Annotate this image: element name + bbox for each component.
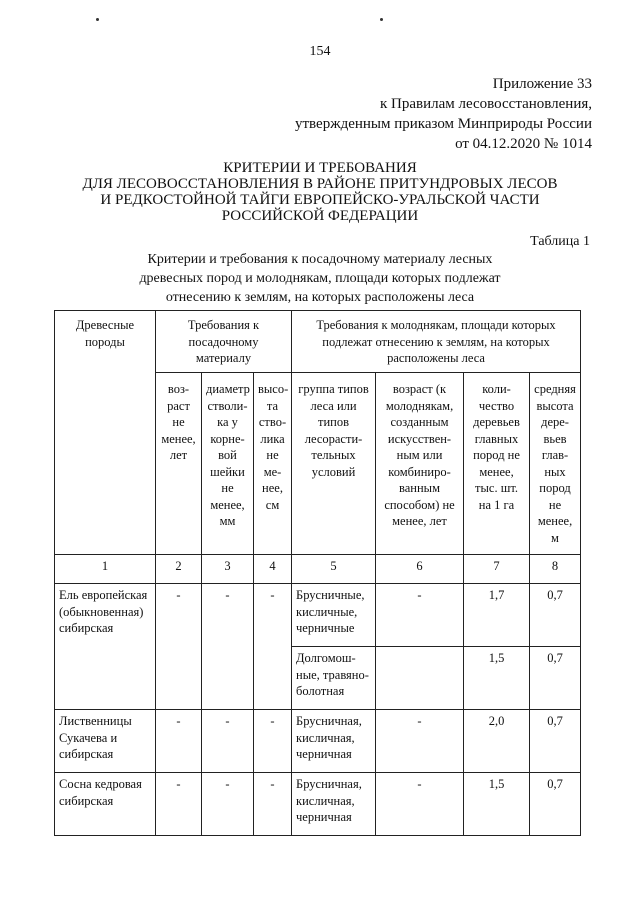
- column-number: 5: [292, 555, 376, 584]
- young-age-cell: -: [376, 710, 464, 773]
- tree-count-cell: 1,5: [464, 773, 530, 836]
- scan-speck: [96, 18, 99, 21]
- page-number: 154: [309, 44, 331, 59]
- height-cell: -: [254, 710, 292, 773]
- subheader-mean-height: средняя высота дере-вьев глав-ных пород не менее, м: [530, 373, 581, 555]
- species-cell: Ель европейская (обыкновенная) сибирская: [55, 584, 156, 710]
- column-number: 1: [55, 555, 156, 584]
- column-number: 4: [254, 555, 292, 584]
- forest-type-cell: Брусничные, кисличные, черничные: [292, 584, 376, 647]
- column-number: 2: [156, 555, 202, 584]
- age-cell: -: [156, 584, 202, 710]
- species-cell: Сосна кедровая сибирская: [55, 773, 156, 836]
- height-cell: -: [254, 773, 292, 836]
- appendix-line: утвержденным приказом Минприроды России: [295, 116, 592, 132]
- table-row: [55, 710, 581, 773]
- subheader-young-age: возраст (к молоднякам, созданным искусствен-ным или комбиниро-ванным способом) не менее, лет: [376, 373, 464, 555]
- mean-height-cell: 0,7: [530, 773, 581, 836]
- column-number: 8: [530, 555, 581, 584]
- requirements-table: [54, 310, 581, 836]
- header-planting-material: Требования к посадочному материалу: [156, 311, 292, 373]
- title-line: КРИТЕРИИ И ТРЕБОВАНИЯ: [223, 160, 417, 176]
- species-cell: Лиственницы Сукачева и сибирская: [55, 710, 156, 773]
- mean-height-cell: 0,7: [530, 710, 581, 773]
- forest-type-cell: Долгомош-ные, травяно-болотная: [292, 647, 376, 710]
- scan-speck: [380, 18, 383, 21]
- column-number: 6: [376, 555, 464, 584]
- header-species: Древесные породы: [55, 311, 156, 555]
- diameter-cell: -: [202, 584, 254, 710]
- caption-line: отнесению к землям, на которых расположены леса: [165, 290, 475, 305]
- tree-count-cell: 1,7: [464, 584, 530, 647]
- subheader-forest-type: группа типов леса или типов лесорасти-тельных условий: [292, 373, 376, 555]
- table-row: [55, 773, 581, 836]
- subheader-age: воз-раст не менее, лет: [156, 373, 202, 555]
- mean-height-cell: 0,7: [530, 584, 581, 647]
- diameter-cell: -: [202, 773, 254, 836]
- mean-height-cell: 0,7: [530, 647, 581, 710]
- diameter-cell: -: [202, 710, 254, 773]
- header-young-stands: Требования к молоднякам, площади которых подлежат отнесению к землям, на которых расположены леса: [292, 311, 581, 373]
- column-number: 7: [464, 555, 530, 584]
- tree-count-cell: 1,5: [464, 647, 530, 710]
- appendix-reference: [295, 74, 592, 154]
- title-line: И РЕДКОСТОЙНОЙ ТАЙГИ ЕВРОПЕЙСКО-УРАЛЬСКОЙ ЧАСТИ: [100, 192, 540, 208]
- title-line: РОССИЙСКОЙ ФЕДЕРАЦИИ: [221, 208, 419, 224]
- table-row: [55, 584, 581, 647]
- subheader-height: высо-та ство-лика не ме-нее, см: [254, 373, 292, 555]
- table-caption: [0, 250, 640, 307]
- subheader-tree-count: коли-чество деревьев главных пород не менее, тыс. шт. на 1 га: [464, 373, 530, 555]
- table-label: Таблица 1: [530, 234, 590, 249]
- height-cell: -: [254, 584, 292, 710]
- forest-type-cell: Брусничная, кисличная, черничная: [292, 710, 376, 773]
- age-cell: -: [156, 710, 202, 773]
- column-number: 3: [202, 555, 254, 584]
- appendix-line: Приложение 33: [492, 76, 592, 92]
- subheader-diameter: диаметр стволи-ка у корне-вой шейки не менее, мм: [202, 373, 254, 555]
- appendix-line: к Правилам лесовосстановления,: [379, 96, 592, 112]
- forest-type-cell: Брусничная, кисличная, черничная: [292, 773, 376, 836]
- caption-line: древесных пород и молоднякам, площади которых подлежат: [139, 271, 501, 286]
- age-cell: -: [156, 773, 202, 836]
- young-age-cell: -: [376, 773, 464, 836]
- header-row: [55, 311, 581, 373]
- document-title: [0, 160, 640, 224]
- title-line: ДЛЯ ЛЕСОВОССТАНОВЛЕНИЯ В РАЙОНЕ ПРИТУНДРОВЫХ ЛЕСОВ: [82, 176, 558, 192]
- column-number-row: [55, 555, 581, 584]
- young-age-cell: [376, 647, 464, 710]
- caption-line: Критерии и требования к посадочному материалу лесных: [147, 252, 493, 267]
- appendix-line: от 04.12.2020 № 1014: [455, 136, 592, 152]
- young-age-cell: -: [376, 584, 464, 647]
- tree-count-cell: 2,0: [464, 710, 530, 773]
